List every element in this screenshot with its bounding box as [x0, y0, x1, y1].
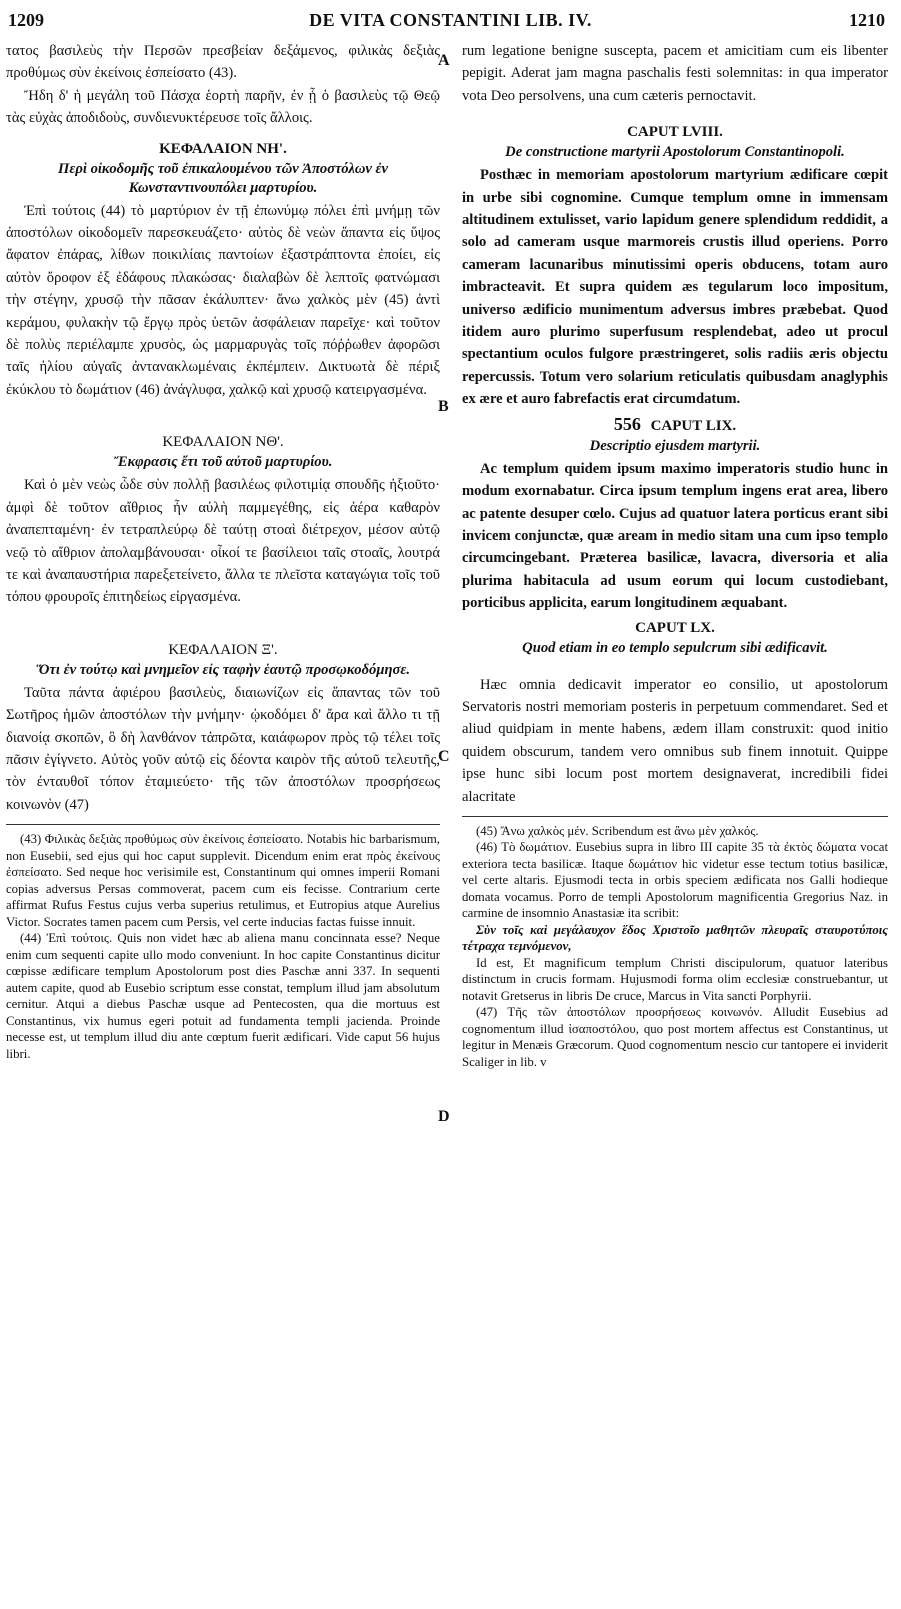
footnotes-right	[462, 823, 888, 1071]
greek-column	[6, 40, 440, 1062]
greek-chapter-58-subtitle: Περὶ οἰκοδομῆς τοῦ ἐπικαλουμένου τῶν Ἀποστόλων ἐν Κωνσταντινουπόλει μαρτυρίου.	[58, 160, 388, 196]
footnote-44: (44) Ἐπὶ τούτοις. Quis non videt hæc ab aliena manu concinnata esse? Neque enim cum sequenti capite ullo modo conveniunt. In hoc capite Constantinus dicitur cœpisse ædificare templum Apostolorum post dies Paschæ anni 337. In sequenti autem capite, quod ab Eusebio scriptum esse constat, templum illud jam absolutum cernitur. Atqui a diebus Paschæ usque ad Pentecosten, qua die mortuus est Constantinus, vix humus egeri potuit ad fundamenta templi jacienda. Proinde necesse est, ut templum illud diu ante cœptum fuerit ædificari. Vide caput 56 hujus libri.	[6, 931, 440, 1061]
latin-chapter-59-heading-line	[462, 413, 888, 437]
running-title: DE VITA CONSTANTINI LIB. IV.	[309, 10, 592, 30]
footnote-divider-left	[6, 824, 440, 825]
latin-chapter-59-heading: CAPUT LIX.	[650, 417, 737, 434]
latin-column	[462, 40, 888, 1070]
latin-chapter-58-text: Posthæc in memoriam apostolorum martyrium ædificare cœpit in urbe sibi cognomine. Cumque templum omne in immensam altitudinem extulisset, vario lapidum genere splendidum reddidit, a solo ad cameram usque marmoreis crustis illud operiens. Porro cameram lacunaribus minutissimi operis obducens, totam auro imbracteavit. Et supra quidem æs tegularum loco impositum, universo ædificio munimentum adversus imbres præbebat. Quod itidem auro plurimo superfusum resplendebat, adeo ut procul spectantium oculos fulgore præstringeret, solis radiis æris objectu repercussis. Totum vero solarium reticulatis quibusdam anaglyphis ex ære et auro fabrefactis erat circumdatum.	[462, 167, 888, 408]
greek-chapter-58-text: Ἐπὶ τούτοις (44) τὸ μαρτύριον ἐν τῇ ἐπωνύμῳ πόλει ἐπὶ μνήμῃ τῶν ἀποστόλων οἰκοδομεῖν παρεσκευάζετο· αὐτὸς δὲ νεὼν ἅπαντα εἰς ὕψος ἄφατον ἐπάρας, λίθων ποικιλίαις παντοίων ἐξαστράπτοντα ἐποίει, εἰς αὐτὸν ὄροφον ἐξ ἐδάφους πλακώσας· διαλαβὼν δὲ λεπτοῖς φατνώμασι τὴν στέγην, χρυσῷ τὴν πᾶσαν ἐκάλυπτεν· ἄνω χαλκὸς μὲν (45) ἀντὶ κεράμου, φυλακὴν τῷ ἔργῳ πρὸς ὑετῶν ἀσφάλειαν παρεῖχε· καὶ τοῦτον δὲ πολὺς περιέλαμπε χρυσὸς, ὡς μαρμαρυγὰς τοῖς πόῤῥωθεν ἀφορῶσι ταῖς ἡλίου αὐγαῖς ἀντανακλωμέναις ἐκπέμπειν. Δικτυωτὰ δὲ πέριξ ἐκύκλου τὸ δωμάτιον (46) ἀνάγλυφα, χαλκῷ καὶ χρυσῷ κατειργασμένα.	[6, 202, 440, 398]
margin-letter-c: C	[438, 748, 450, 765]
greek-chapter-59-heading: ΚΕΦΑΛΑΙΟΝ ΝΘ'.	[162, 434, 284, 451]
margin-letter-a: A	[438, 52, 450, 69]
latin-chapter-58-subtitle: De constructione martyrii Apostolorum Constantinopoli.	[505, 144, 845, 161]
footnote-46-greek-verse: Σὺν τοῖς καὶ μεγάλαυχον ἕδος Χριστοῖο μαθητῶν πλευραῖς σταυροτύποις τέτραχα τεμνόμενον,	[462, 922, 888, 954]
greek-chapter-60-subtitle: Ὅτι ἐν τούτῳ καὶ μνημεῖον εἰς ταφὴν ἑαυτῷ προσῳκοδόμησε.	[36, 661, 410, 678]
footnote-divider-right	[462, 816, 888, 817]
greek-chapter-59-subtitle: Ἔκφρασις ἔτι τοῦ αὐτοῦ μαρτυρίου.	[113, 454, 333, 471]
latin-chapter-59-subtitle: Descriptio ejusdem martyrii.	[589, 437, 761, 454]
latin-intro: rum legatione benigne suscepta, pacem et amicitiam cum eis libenter pepigit. Aderat jam magna paschalis festi solemnitas: in qua imperator vota Deo persolvens, una cum cæteris pernoctavit.	[462, 43, 888, 104]
greek-chapter-60-heading: ΚΕΦΑΛΑΙΟΝ Ξ'.	[168, 641, 278, 658]
margin-letter-d: D	[438, 1108, 450, 1125]
page-number-right: 1210	[849, 10, 885, 30]
footnotes-left	[6, 831, 440, 1062]
latin-chapter-59-text: Ac templum quidem ipsum maximo imperatoris studio hunc in modum exornabatur. Circa ipsum templum ingens erat area, libero ac patente desuper cœlo. Cujus ad quatuor latera porticus erant sibi invicem conjunctæ, quæ aream in medio sitam una cum ipso templo circumcingebant. Præterea basilicæ, lavacra, diversoria et alia plurima habitacula ad usum eorum qui locum custodiebant, porticibus applicita, earum longitudinem æquabant.	[462, 460, 888, 612]
footnote-46: (46) Τὸ δωμάτιον. Eusebius supra in libro III capite 35 τὰ ἐκτὸς δώματα vocat exteriora tecta basilicæ. Itaque δωμάτιον hic videtur esse tectum totius basilicæ, vel certe altaris. Ejusmodi tecta in orbis speciem ædificata nos Galli hodieque domata vocamus. Porro de templi Apostolorum magnificentia Gregorius Naz. in carmine de insomnio Anastasiæ ita scribit:	[462, 840, 888, 921]
greek-intro-2: Ἤδη δ' ἡ μεγάλη τοῦ Πάσχα ἑορτὴ παρῆν, ἐν ᾗ ὁ βασιλεὺς τῷ Θεῷ τὰς εὐχὰς ἀποδιδοὺς, συνδιενυκτέρευσε τοῖς ἄλλοις.	[6, 87, 440, 127]
footnote-46-latin-translation: Id est, Et magnificum templum Christi discipulorum, quatuor lateribus distinctum in crucis formam. Hujusmodi forma olim ecclesiæ construebantur, ut notavit Gretserus in libris De cruce, Marcus in Vita sancti Porphyrii.	[462, 955, 888, 1003]
latin-chapter-60-subtitle: Quod etiam in eo templo sepulcrum sibi ædificavit.	[522, 639, 828, 656]
footnote-45: (45) Ἄνω χαλκὸς μέν. Scribendum est ἄνω μὲν χαλκός.	[476, 823, 759, 838]
running-header	[0, 10, 901, 34]
latin-chapter-58-heading: CAPUT LVIII.	[627, 124, 723, 141]
greek-chapter-59-text: Καὶ ὁ μὲν νεὼς ὧδε σὺν πολλῇ βασιλέως φιλοτιμίᾳ σπουδῆς ἠξιοῦτο· ἀμφὶ δὲ τοῦτον αἴθριος ἦν αὐλὴ παμμεγέθης, εἰς ἀέρα καθαρὸν ἀναπεπταμένη· ἐν τετραπλεύρῳ δὲ ταύτῃ στοαὶ διέτρεχον, μέσον αὐτῷ νεῷ τὸ αἴθριον ἀπολαμβάνουσαι· οἶκοί τε βασίλειοι ταῖς στοαῖς, λουτρά τε καὶ ἀναπαυστήρια παρεξετείνετο, ἄλλα τε πλεῖστα καταγώγια τοῖς τοῦ τόπου φρουροῖς ἐπιτηδείως εἰργασμένα.	[6, 477, 440, 606]
greek-chapter-58-heading: ΚΕΦΑΛΑΙΟΝ ΝΗ'.	[159, 140, 287, 157]
footnote-47: (47) Τῆς τῶν ἀποστόλων προσρήσεως κοινωνόν. Alludit Eusebius ad cognomentum illud ἰσαποστόλου, quo post mortem affectus est Constantinus, ut legitur in Menæis Græcorum. Quod cognomentum nescio cur tantopere ei inviderit Scaliger in lib. v	[462, 1005, 888, 1069]
latin-chapter-60-heading: CAPUT LX.	[635, 619, 715, 636]
greek-chapter-60-text: Ταῦτα πάντα ἀφιέρου βασιλεὺς, διαιωνίζων εἰς ἅπαντας τῶν τοῦ Σωτῆρος ἡμῶν ἀποστόλων τὴν μνήμην· ᾠκοδόμει δ' ἄρα καὶ ἄλλο τι τῇ διανοίᾳ σκοπῶν, ὃ δὴ λανθάνον τἀπρῶτα, καιάφωρον πρὸς τῷ τέλει τοῖς πᾶσιν ἐγίγνετο. Αὐτὸς γοῦν αὐτῷ εἰς δέοντα καιρὸν τῆς αὐτοῦ τελευτῆς, τὸν ἐνταυθοῖ τόπον ἐταμιεύετο· τῆς τῶν ἀποστόλων προσρήσεως κοινωνὸν (47)	[6, 684, 440, 813]
latin-chapter-60-text: Hæc omnia dedicavit imperator eo consilio, ut apostolorum Servatoris nostri memoriam posteris in perpetuum commendaret. Sed et aliud quidpiam in mente habens, ædem illam construxit: quod initio quidem obscurum, tandem vero omnibus sub finem innotuit. Quippe ipse hunc sibi locum post mortem designaverat, incredibili fidei alacritate	[462, 676, 888, 805]
original-page-number: 556	[613, 413, 641, 434]
page-number-left: 1209	[8, 10, 44, 30]
greek-intro-1: τατος βασιλεὺς τὴν Περσῶν πρεσβείαν δεξάμενος, φιλικὰς δεξιὰς προθύμως σὺν ἐκείνοις ἐσπείσατο (43).	[6, 43, 440, 82]
margin-letter-b: B	[438, 398, 449, 415]
footnote-43: (43) Φιλικὰς δεξιὰς προθύμως σὺν ἐκείνοις ἐσπείσατο. Notabis hic barbarismum, non Eusebii, sed ejus qui hoc caput supplevit. Dicendum enim erat πρὸς ἐκείνους ἐσπείσατο. Sed neque hoc verisimile est, Constantinum qui omnes imperii Romani copias adversus Persas commoverat, pacem cum eis fecisse. Contrarium certe affirmat Rufus Festus cujus verba superius retulimus, et Eutropius atque Aurelius Victor. Socrates tamen pacem cum Persis, vel certe inducias factas fuisse innuit.	[6, 832, 440, 929]
